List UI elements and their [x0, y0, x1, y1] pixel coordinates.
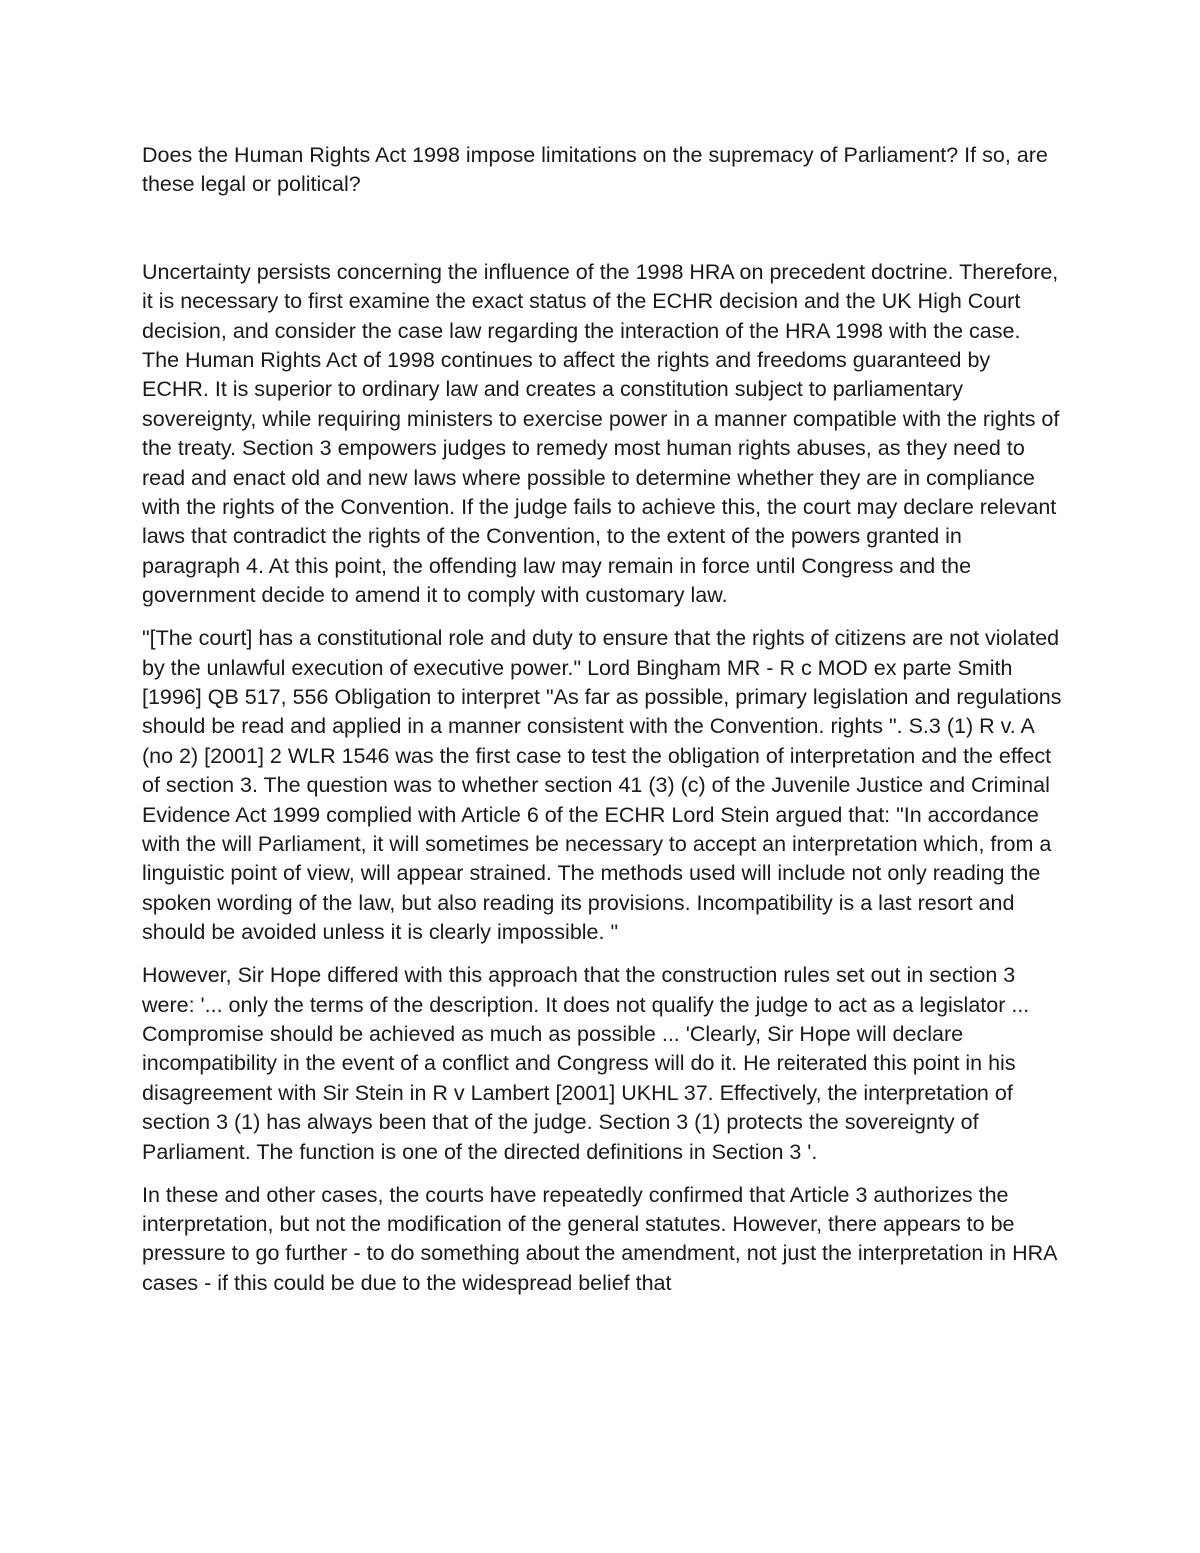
paragraph-4: In these and other cases, the courts have repeatedly confirmed that Article 3 authorizes the interpretation, but not the modification of the general statutes. However, there appears to be pressure to go further - to do something about the amendment, not just the interpretation in HRA cases - if this could be due to the widespread belief that [142, 1182, 1057, 1295]
paragraph-1: Uncertainty persists concerning the influence of the 1998 HRA on precedent doctrine. Therefore, it is necessary to first examine the exact status of the ECHR decision and the UK High Court decision, and consider the case law regarding the interaction of the HRA 1998 with the case. The Human Rights Act of 1998 continues to affect the rights and freedoms guaranteed by ECHR. It is superior to ordinary law and creates a constitution subject to parliamentary sovereignty, while requiring ministers to exercise power in a manner compatible with the rights of the treaty. Section 3 empowers judges to remedy most human rights abuses, as they need to read and enact old and new laws where possible to determine whether they are in compliance with the rights of the Convention. If the judge fails to achieve this, the court may declare relevant laws that contradict the rights of the Convention, to the extent of the powers granted in paragraph 4. At this point, the offending law may remain in force until Congress and the government decide to amend it to comply with customary law. [142, 259, 1060, 608]
blank-space [142, 200, 1062, 258]
paragraph-2: "[The court] has a constitutional role and duty to ensure that the rights of citizens are not violated by the unlawful execution of executive power." Lord Bingham MR - R c MOD ex parte Smith [1996] QB 517, 556 Obligation to interpret "As far as possible, primary legislation and regulations should be read and applied in a manner consistent with the Convention. rights ". S.3 (1) R v. A (no 2) [2001] 2 WLR 1546 was the first case to test the obligation of interpretation and the effect of section 3. The question was to whether section 41 (3) (c) of the Juvenile Justice and Criminal Evidence Act 1999 complied with Article 6 of the ECHR Lord Stein argued that: "In accordance with the will Parliament, it will sometimes be necessary to accept an interpretation which, from a linguistic point of view, will appear strained. The methods used will include not only reading the spoken wording of the law, but also reading its provisions. Incompatibility is a last resort and should be avoided unless it is clearly impossible. " [142, 626, 1062, 945]
essay-question: Does the Human Rights Act 1998 impose limitations on the supremacy of Parliament? If so, are these legal or political? [142, 143, 1048, 197]
paragraph-3: However, Sir Hope differed with this approach that the construction rules set out in section 3 were: '... only the terms of the description. It does not qualify the judge to act as a legislator ... Compromise should be achieved as much as possible ... 'Clearly, Sir Hope will declare incompatibility in the event of a conflict and Congress will do it. He reiterated this point in his disagreement with Sir Stein in R v Lambert [2001] UKHL 37. Effectively, the interpretation of section 3 (1) has always been that of the judge. Section 3 (1) protects the sovereignty of Parliament. The function is one of the directed definitions in Section 3 '. [142, 963, 1030, 1164]
document-body [142, 141, 1062, 1312]
